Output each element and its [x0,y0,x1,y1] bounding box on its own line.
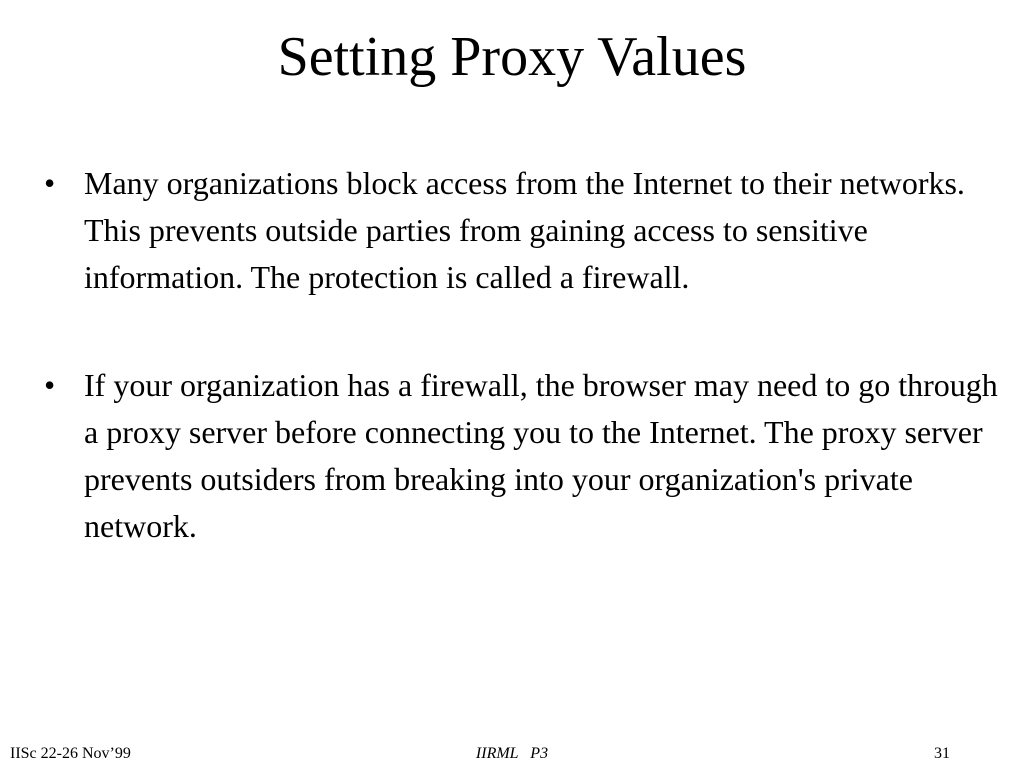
bullet-item [44,362,1004,550]
bullet-text: Many organizations block access from the Internet to their networks. This prevents outside parties from gaining access to sensitive information. The protection is called a firewall. [84,165,965,295]
bullet-text: If your organization has a firewall, the browser may need to go through a proxy server before connecting you to the Internet. The proxy server prevents outsiders from breaking into your organization's private network. [84,367,998,544]
footer-page-number: 31 [934,745,950,762]
bullet-item [44,160,1004,301]
bullet-list [44,160,1004,550]
footer-course: IIRML P3 [475,745,549,762]
bullet-marker: • [44,367,56,403]
slide-title: Setting Proxy Values [277,26,747,88]
bullet-marker: • [44,165,56,201]
footer-date: IISc 22-26 Nov’99 [10,745,131,762]
